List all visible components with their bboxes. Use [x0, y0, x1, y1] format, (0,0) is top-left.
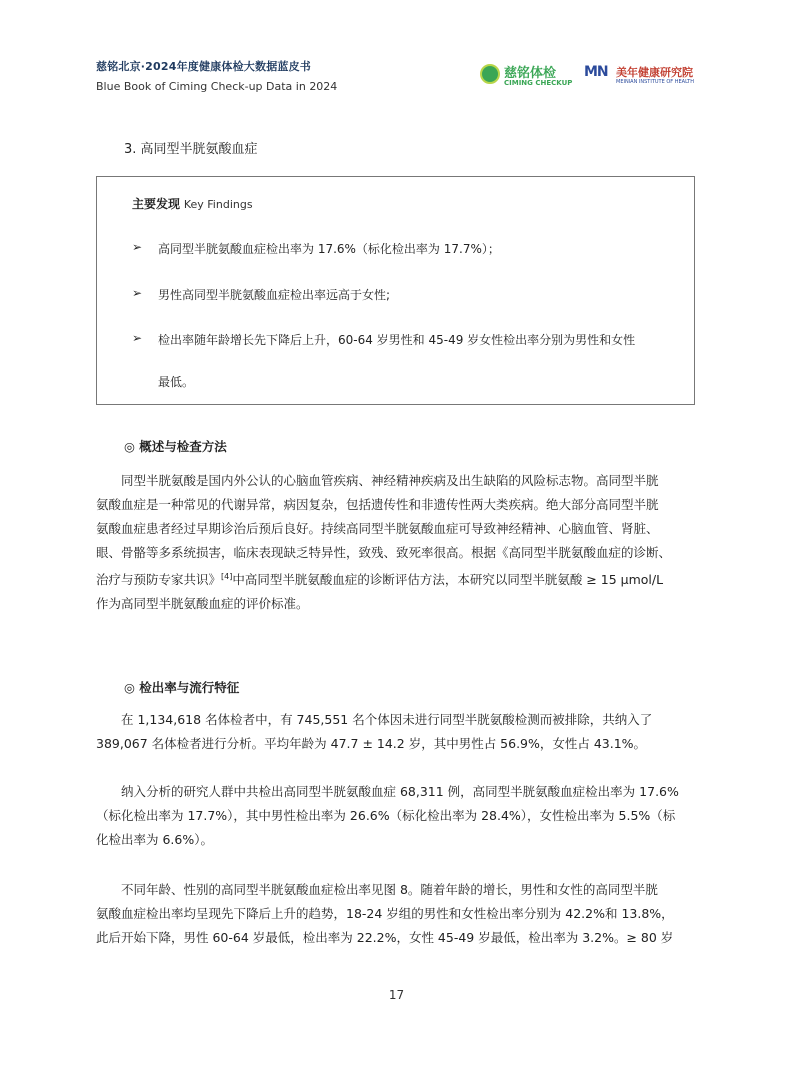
meinian-logo [584, 62, 700, 88]
paragraph-line: 眼、骨骼等多系统损害，临床表现缺乏特异性，致残、致死率很高。根据《高同型半胱氨酸血症的诊断、 [96, 545, 672, 560]
paragraph-line: 作为高同型半胱氨酸血症的评价标准。 [96, 596, 309, 612]
header-title-cn: 慈铭北京·2024年度健康体检大数据蓝皮书 [96, 60, 311, 73]
overview-title: ◎ 概述与检查方法 [124, 439, 227, 454]
key-findings-title-en: Key Findings [183, 198, 253, 211]
section-title: 3. 高同型半胱氨酸血症 [124, 142, 258, 157]
arrow-bullet-icon: ➢ [132, 286, 143, 300]
paragraph-line: 同型半胱氨酸是国内外公认的心脑血管疾病、神经精神疾病及出生缺陷的风险标志物。高同型半胱 [121, 473, 659, 488]
page-number: 17 [388, 988, 405, 1002]
ciming-logo [480, 62, 573, 88]
arrow-bullet-icon: ➢ [132, 331, 143, 345]
paragraph-line: 氨酸血症是一种常见的代谢异常，病因复杂，包括遗传性和非遗传性两大类疾病。绝大部分高同型半胱 [96, 497, 659, 512]
key-findings-title [132, 195, 253, 212]
overview-paragraph [96, 469, 696, 616]
prevalence-paragraph-2 [96, 780, 696, 852]
paragraph-line: 纳入分析的研究人群中共检出高同型半胱氨酸血症 68,311 例，高同型半胱氨酸血症检出率为 17.6% [121, 784, 679, 799]
paragraph-line-rest: 中高同型半胱氨酸血症的诊断评估方法，本研究以同型半胱氨酸 ≥ 15 μmol/L [232, 572, 664, 588]
key-finding-text: 检出率随年龄增长先下降后上升，60-64 岁男性和 45-49 岁女性检出率分别为男性和女性 [158, 333, 636, 347]
reference-marker: [4] [221, 572, 233, 581]
key-finding-text: 高同型半胱氨酸血症检出率为 17.6%（标化检出率为 17.7%）； [158, 242, 500, 256]
paragraph-line: 化检出率为 6.6%）。 [96, 832, 213, 847]
consensus-title: 治疗与预防专家共识》 [96, 572, 222, 588]
ciming-leaf-icon [480, 64, 500, 84]
key-findings-title-cn: 主要发现 [132, 197, 181, 211]
paragraph-line [96, 565, 696, 592]
meinian-logo-cn: 美年健康研究院 [616, 66, 693, 79]
ciming-logo-en: CIMING CHECKUP [504, 79, 573, 87]
prevalence-paragraph-3 [96, 878, 696, 950]
key-finding-text: 男性高同型半胱氨酸血症检出率远高于女性; [158, 288, 391, 302]
paragraph-line: 此后开始下降，男性 60-64 岁最低，检出率为 22.2%，女性 45-49 岁最低，检出率为 3.2%。≥ 80 岁 [96, 930, 674, 945]
arrow-bullet-icon: ➢ [132, 240, 143, 254]
paragraph-line: 389,067 名体检者进行分析。平均年龄为 47.7 ± 14.2 岁，其中男性占 56.9%，女性占 43.1%。 [96, 736, 647, 751]
paragraph-line: 氨酸血症检出率均呈现先下降后上升的趋势，18-24 岁组的男性和女性检出率分别为 42.2%和 13.8%， [96, 906, 674, 921]
header-title-en: Blue Book of Ciming Check-up Data in 2024 [96, 80, 338, 93]
meinian-mark-icon: MN [584, 64, 608, 80]
ciming-logo-cn: 慈铭体检 [504, 66, 557, 81]
paragraph-line: 氨酸血症患者经过早期诊治后预后良好。持续高同型半胱氨酸血症可导致神经精神、心脑血管、肾脏、 [96, 521, 659, 536]
prevalence-title: ◎ 检出率与流行特征 [124, 680, 240, 695]
meinian-logo-en: MEINIAN INSTITUTE OF HEALTH [616, 79, 694, 85]
paragraph-line: 在 1,134,618 名体检者中，有 745,551 名个体因未进行同型半胱氨酸检测而被排除，共纳入了 [121, 712, 653, 727]
prevalence-paragraph-1 [96, 708, 696, 756]
paragraph-line: 不同年龄、性别的高同型半胱氨酸血症检出率见图 8。随着年龄的增长，男性和女性的高同型半胱 [121, 882, 658, 897]
key-finding-text-cont: 最低。 [158, 375, 195, 389]
paragraph-line: （标化检出率为 17.7%），其中男性检出率为 26.6%（标化检出率为 28.4%），女性检出率为 5.5%（标 [96, 808, 676, 823]
